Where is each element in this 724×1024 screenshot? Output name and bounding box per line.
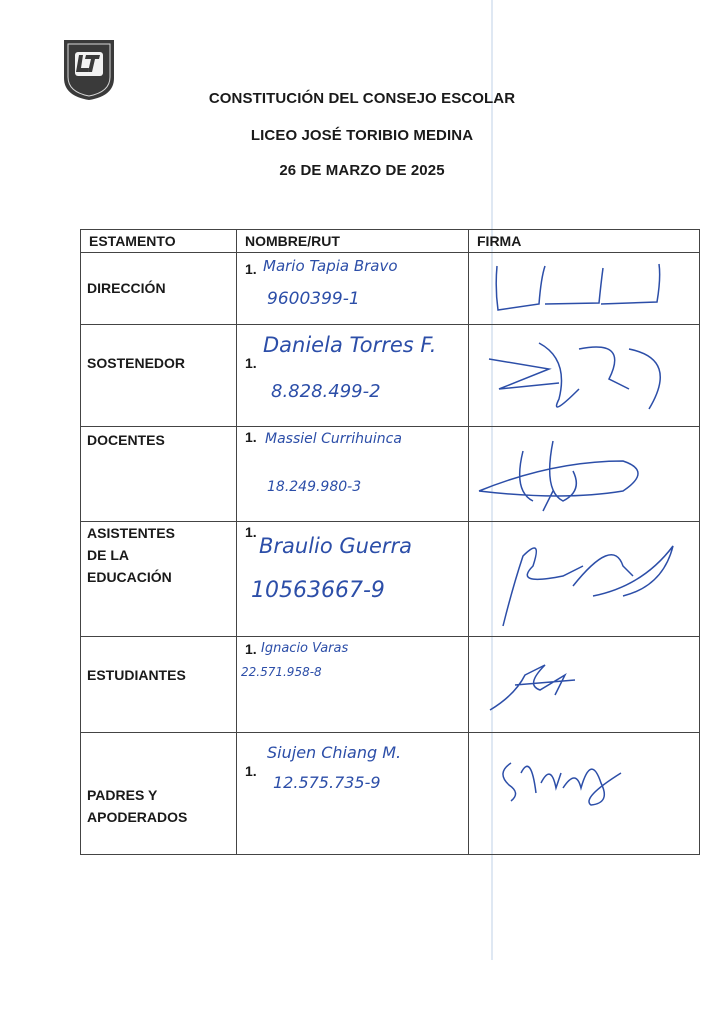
signature-mark (473, 431, 683, 517)
name-cell: 1. Braulio Guerra 10563667-9 (237, 522, 469, 637)
column-header-firma: FIRMA (469, 230, 700, 253)
signature-mark (489, 258, 679, 318)
signature-cell (469, 325, 700, 426)
table-row (81, 733, 700, 855)
handwritten-name: Braulio Guerra (259, 534, 413, 559)
table-row (81, 325, 700, 426)
table-row (81, 253, 700, 325)
table-row (81, 522, 700, 637)
handwritten-name: Massiel Currihuinca (265, 430, 402, 447)
estamento-cell: PADRES Y APODERADOS (81, 733, 237, 855)
handwritten-name: Siujen Chiang M. (267, 743, 402, 763)
handwritten-rut: 10563667-9 (251, 578, 385, 604)
estamento-cell: DIRECCIÓN (81, 253, 237, 325)
table-header-row (81, 230, 700, 253)
estamento-cell: ESTUDIANTES (81, 636, 237, 732)
name-cell: 1. Ignacio Varas 22.571.958-8 (237, 636, 469, 732)
table-row (81, 426, 700, 521)
name-cell: 1. Mario Tapia Bravo 9600399-1 (237, 253, 469, 325)
table-row (81, 636, 700, 732)
school-name: LICEO JOSÉ TORIBIO MEDINA (250, 127, 474, 144)
signature-cell (469, 426, 700, 521)
name-cell: 1. Daniela Torres F. 8.828.499-2 (237, 325, 469, 426)
estamento-cell: DOCENTES (81, 426, 237, 521)
handwritten-name: Daniela Torres F. (263, 333, 437, 358)
handwritten-rut: 8.828.499-2 (271, 381, 381, 403)
name-cell: 1. Massiel Currihuinca 18.249.980-3 (237, 426, 469, 521)
signature-mark (479, 329, 689, 421)
handwritten-rut: 12.575.735-9 (273, 773, 381, 793)
handwritten-name: Ignacio Varas (261, 640, 349, 656)
signature-mark (491, 743, 631, 809)
estamento-cell: SOSTENEDOR (81, 325, 237, 426)
document-date: 26 DE MARZO DE 2025 (279, 162, 445, 179)
column-header-estamento: ESTAMENTO (81, 230, 237, 253)
signature-cell (469, 522, 700, 637)
name-cell: 1. Siujen Chiang M. 12.575.735-9 (237, 733, 469, 855)
signature-cell (469, 636, 700, 732)
handwritten-rut: 9600399-1 (267, 289, 360, 310)
handwritten-rut: 18.249.980-3 (267, 478, 362, 495)
signature-mark (485, 655, 595, 715)
column-header-nombre-rut: NOMBRE/RUT (237, 230, 469, 253)
council-table (80, 229, 700, 855)
signature-cell (469, 253, 700, 325)
estamento-cell: ASISTENTES DE LA EDUCACIÓN (81, 522, 237, 637)
document-title: CONSTITUCIÓN DEL CONSEJO ESCOLAR (208, 90, 516, 107)
handwritten-name: Mario Tapia Bravo (263, 257, 398, 276)
signature-mark (473, 526, 683, 630)
handwritten-rut: 22.571.958-8 (241, 664, 322, 679)
signature-cell (469, 733, 700, 855)
